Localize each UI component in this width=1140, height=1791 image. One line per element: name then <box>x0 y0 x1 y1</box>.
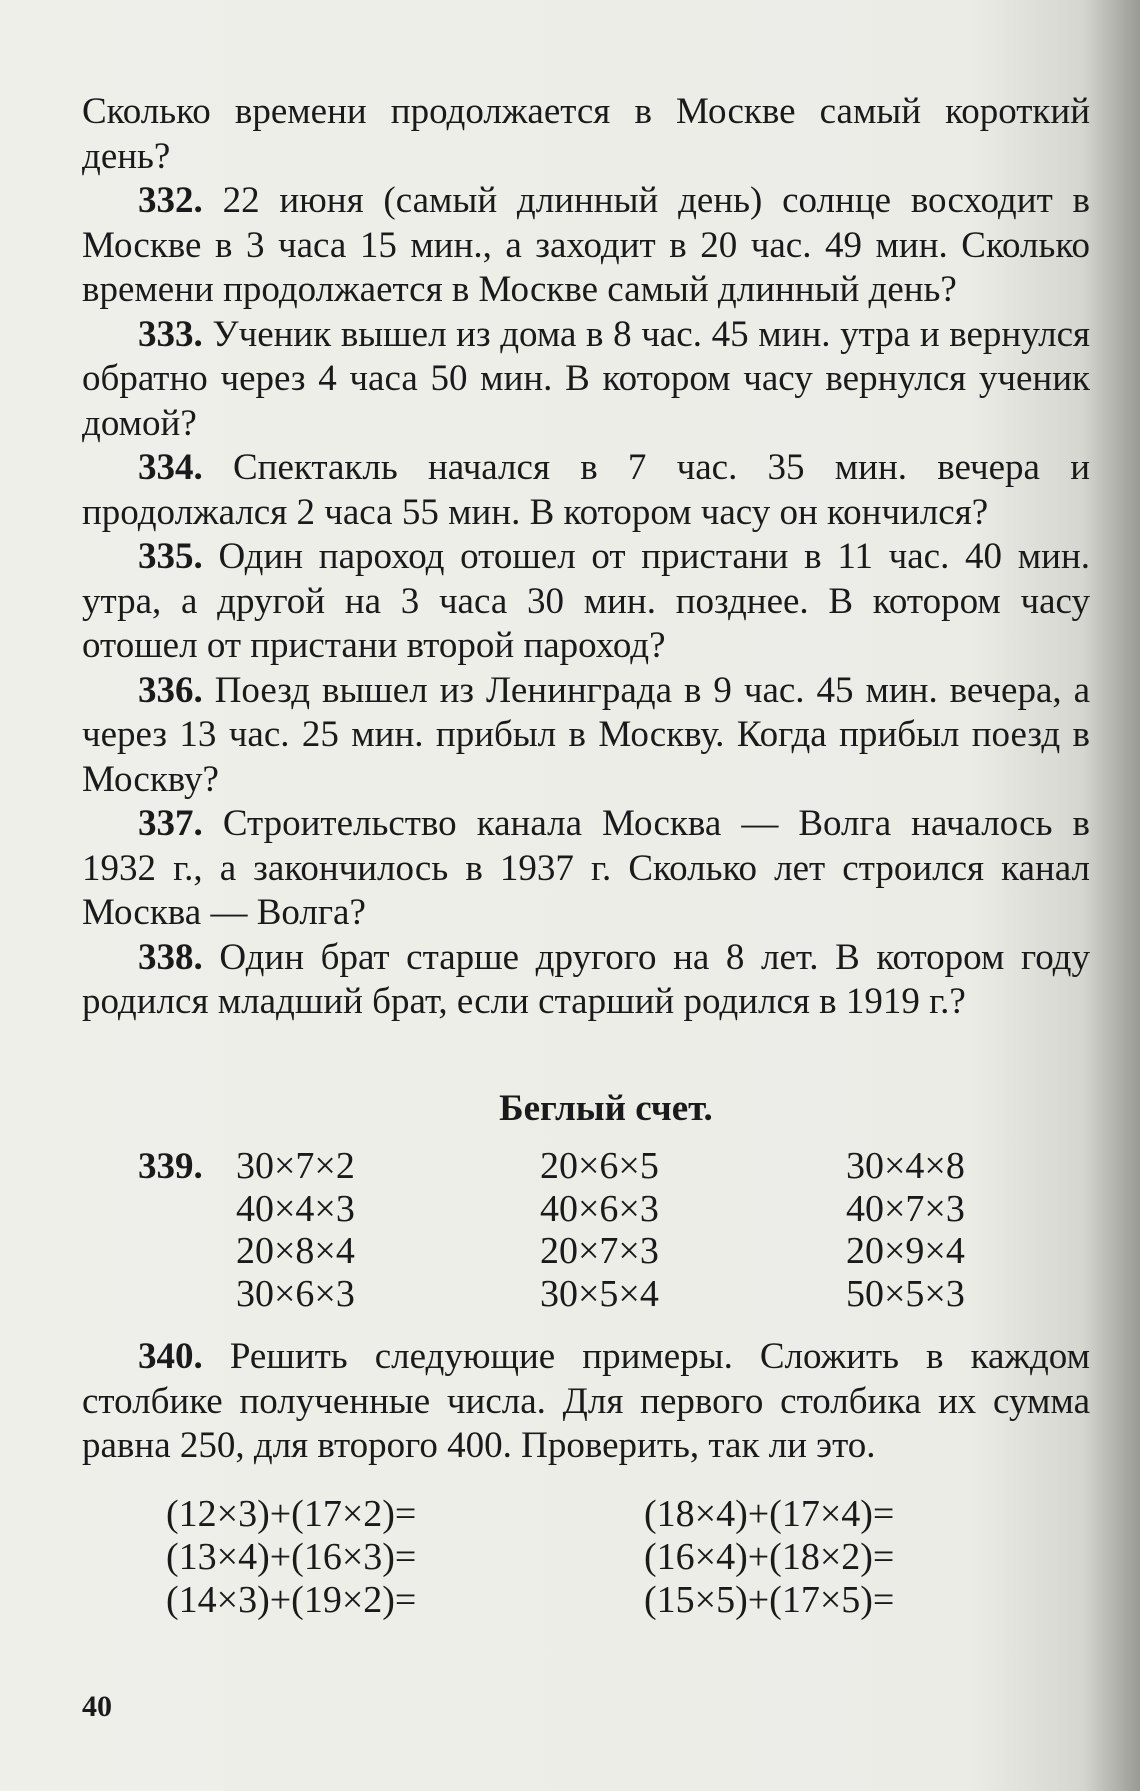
problem-335 <box>82 535 1090 669</box>
expression: 30×7×2 <box>236 1145 355 1187</box>
expression: (16×4)+(18×2)= <box>644 1535 895 1578</box>
expression: 50×5×3 <box>846 1272 965 1315</box>
expression: 20×8×4 <box>236 1230 355 1272</box>
expression: 20×6×5 <box>540 1145 659 1187</box>
intro-text: Сколько времени продолжается в Москве самый короткий день? <box>82 91 1090 177</box>
expression: (15×5)+(17×5)= <box>644 1578 895 1621</box>
problem-338 <box>82 936 1090 1025</box>
expression: 30×4×8 <box>846 1145 965 1187</box>
expression-column <box>846 1145 965 1315</box>
problem-text: 22 июня (самый длинный день) солнце восходит в Москве в 3 часа 15 мин., а заходит в 20 час. 49 мин. Сколько времени продолжается в Москве самый длинный день? <box>82 180 1091 310</box>
problem-number: 336. <box>138 669 203 711</box>
problem-number: 337. <box>138 803 203 844</box>
problem-340-expressions <box>82 1493 1090 1643</box>
problem-text: Поезд вышел из Ленинграда в 9 час. 45 мин. вечера, а через 13 час. 25 мин. прибыл в Москву. Когда прибыл поезд в Москву? <box>82 669 1090 800</box>
problem-number: 334. <box>138 447 203 488</box>
expression: 40×7×3 <box>846 1187 965 1230</box>
problem-number: 333. <box>138 313 203 355</box>
expression-column <box>644 1493 894 1622</box>
problem-number: 338. <box>138 936 203 978</box>
problem-332 <box>82 179 1090 313</box>
problem-text: Спектакль начался в 7 час. 35 мин. вечера и продолжался 2 часа 55 мин. В котором часу он кончился? <box>82 447 1091 533</box>
expression-column <box>540 1145 659 1315</box>
expression-column <box>166 1493 416 1622</box>
problem-number: 340. <box>138 1336 203 1377</box>
expression: 30×5×4 <box>540 1272 659 1315</box>
page-content <box>82 90 1090 1643</box>
problem-number: 335. <box>138 536 203 577</box>
expression: (18×4)+(17×4)= <box>644 1492 895 1535</box>
problem-text: Ученик вышел из дома в 8 час. 45 мин. утра и вернулся обратно через 4 часа 50 мин. В котором часу вернулся ученик домой? <box>82 313 1091 444</box>
expression-column <box>236 1145 355 1315</box>
problem-number: 339. <box>138 1146 203 1187</box>
section-title: Беглый счет. <box>499 1087 713 1129</box>
expression: 40×4×3 <box>236 1187 355 1230</box>
problem-337 <box>82 802 1090 936</box>
problem-339 <box>138 1145 1090 1317</box>
expression: (12×3)+(17×2)= <box>166 1492 417 1535</box>
problem-text: Строительство канала Москва — Волга началось в 1932 г., а закончилось в 1937 г. Сколько лет строился канал Москва — Волга? <box>82 803 1090 933</box>
expression: (14×3)+(19×2)= <box>166 1578 417 1621</box>
problem-336 <box>82 669 1090 803</box>
problem-text: Решить следующие примеры. Сложить в каждом столбике полученные числа. Для первого столбика их сумма равна 250, для второго 400. Проверить, так ли это. <box>82 1336 1091 1466</box>
problem-number: 332. <box>138 180 203 221</box>
expression: 20×7×3 <box>540 1230 659 1272</box>
expression: 20×9×4 <box>846 1230 965 1272</box>
problem-text: Один брат старше другого на 8 лет. В котором году родился младший брат, если старший родился в 1919 г.? <box>82 936 1091 1022</box>
expression: (13×4)+(16×3)= <box>166 1535 417 1578</box>
problem-334 <box>82 446 1090 535</box>
expression: 40×6×3 <box>540 1187 659 1230</box>
problem-340 <box>82 1335 1090 1469</box>
problem-333 <box>82 313 1090 447</box>
page-number: 40 <box>82 1690 112 1723</box>
expression: 30×6×3 <box>236 1272 355 1315</box>
problem-text: Один пароход отошел от пристани в 11 час. 40 мин. утра, а другой на 3 часа 30 мин. позднее. В котором часу отошел от пристани второй пароход? <box>82 536 1090 666</box>
